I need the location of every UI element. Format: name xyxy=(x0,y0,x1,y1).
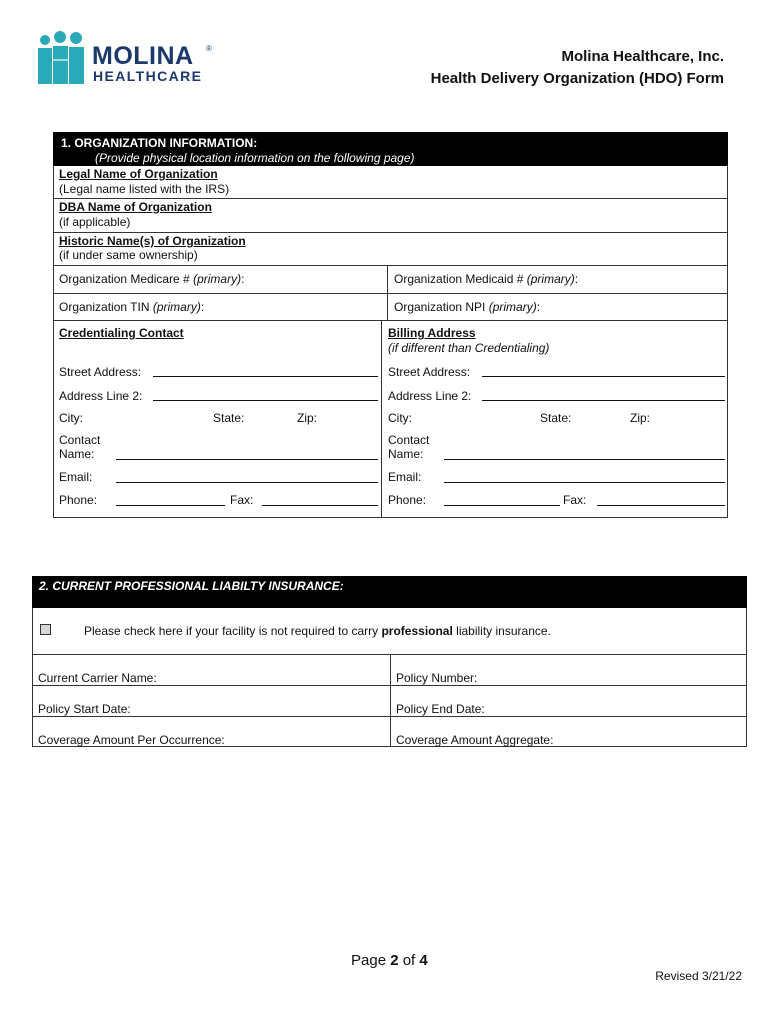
bill-state-label[interactable]: State: xyxy=(540,411,572,425)
column-divider xyxy=(387,294,388,320)
bill-email-input[interactable] xyxy=(444,482,725,483)
logo-word-molina: MOLINA xyxy=(92,42,194,70)
dba-name-field[interactable] xyxy=(300,199,720,231)
bill-email-label: Email: xyxy=(388,470,422,484)
revised-date: Revised 3/21/22 xyxy=(655,969,742,983)
bill-name-label: Name: xyxy=(388,447,424,461)
bill-phone-input[interactable] xyxy=(444,505,560,506)
billing-address-title: Billing Address xyxy=(388,326,476,340)
cred-email-input[interactable] xyxy=(116,482,378,483)
legal-name-field[interactable] xyxy=(300,166,720,197)
cred-email-label: Email: xyxy=(59,470,93,484)
logo-registered-mark: ® xyxy=(206,44,212,53)
bill-city-label[interactable]: City: xyxy=(388,411,412,425)
cred-phone-input[interactable] xyxy=(116,505,225,506)
cred-line2-label: Address Line 2: xyxy=(59,389,143,403)
page-number: Page 2 of 4 xyxy=(351,952,428,969)
column-divider xyxy=(390,655,391,746)
bill-line2-label: Address Line 2: xyxy=(388,389,472,403)
section1-header-bar xyxy=(53,132,728,166)
divider xyxy=(53,293,727,294)
medicaid-label[interactable]: Organization Medicaid # (primary): xyxy=(394,272,579,286)
column-divider xyxy=(387,266,388,293)
divider xyxy=(53,320,727,321)
bill-street-label: Street Address: xyxy=(388,365,471,379)
not-required-checkbox[interactable] xyxy=(40,624,51,635)
historic-name-note: (if under same ownership) xyxy=(59,248,198,262)
company-name: Molina Healthcare, Inc. xyxy=(561,48,724,65)
divider xyxy=(32,685,746,686)
bill-street-input[interactable] xyxy=(482,376,725,377)
bill-phone-label: Phone: xyxy=(388,493,427,507)
billing-address-note: (if different than Credentialing) xyxy=(388,341,550,355)
legal-name-note: (Legal name listed with the IRS) xyxy=(59,182,230,196)
bill-fax-input[interactable] xyxy=(597,505,725,506)
cred-city-label[interactable]: City: xyxy=(59,411,83,425)
npi-label[interactable]: Organization NPI (primary): xyxy=(394,300,541,314)
divider xyxy=(32,654,746,655)
credentialing-contact-title: Credentialing Contact xyxy=(59,326,184,340)
not-required-text: Please check here if your facility is not required to carry professional liability insurance. xyxy=(84,624,551,638)
cred-line2-input[interactable] xyxy=(153,400,378,401)
cred-phone-label: Phone: xyxy=(59,493,98,507)
bill-contact-name-input[interactable] xyxy=(444,459,725,460)
carrier-name-label[interactable]: Current Carrier Name: xyxy=(38,671,157,685)
bill-fax-label: Fax: xyxy=(563,493,587,507)
cred-fax-label: Fax: xyxy=(230,493,254,507)
form-title: Health Delivery Organization (HDO) Form xyxy=(430,70,724,87)
coverage-aggregate-label[interactable]: Coverage Amount Aggregate: xyxy=(396,733,554,747)
cred-name-label: Name: xyxy=(59,447,95,461)
section2-header-bar xyxy=(32,576,747,608)
medicare-label[interactable]: Organization Medicare # (primary): xyxy=(59,272,245,286)
section2-heading: 2. CURRENT PROFESSIONAL LIABILTY INSURANCE: xyxy=(39,579,344,593)
column-divider xyxy=(381,321,382,517)
section1-heading: 1. ORGANIZATION INFORMATION: xyxy=(61,136,258,150)
logo-word-healthcare: HEALTHCARE xyxy=(93,68,203,84)
policy-start-date-label[interactable]: Policy Start Date: xyxy=(38,702,131,716)
divider xyxy=(32,716,746,717)
legal-name-label: Legal Name of Organization xyxy=(59,167,218,181)
bill-contact-label: Contact xyxy=(388,433,430,447)
policy-end-date-label[interactable]: Policy End Date: xyxy=(396,702,485,716)
bill-line2-input[interactable] xyxy=(482,400,725,401)
coverage-occurrence-label[interactable]: Coverage Amount Per Occurrence: xyxy=(38,733,225,747)
cred-street-input[interactable] xyxy=(153,376,378,377)
dba-name-label: DBA Name of Organization xyxy=(59,200,212,214)
cred-zip-label[interactable]: Zip: xyxy=(297,411,318,425)
tin-label[interactable]: Organization TIN (primary): xyxy=(59,300,205,314)
cred-fax-input[interactable] xyxy=(262,505,378,506)
cred-contact-name-input[interactable] xyxy=(116,459,378,460)
molina-logo xyxy=(36,30,211,88)
historic-name-field[interactable] xyxy=(300,233,720,264)
cred-state-label[interactable]: State: xyxy=(213,411,245,425)
cred-street-label: Street Address: xyxy=(59,365,142,379)
section1-subheading: (Provide physical location information on the following page) xyxy=(95,151,415,165)
divider xyxy=(53,265,727,266)
people-logo-icon xyxy=(36,30,92,86)
policy-number-label[interactable]: Policy Number: xyxy=(396,671,478,685)
historic-name-label: Historic Name(s) of Organization xyxy=(59,234,246,248)
bill-zip-label[interactable]: Zip: xyxy=(630,411,651,425)
dba-name-note: (if applicable) xyxy=(59,215,131,229)
cred-contact-label: Contact xyxy=(59,433,101,447)
